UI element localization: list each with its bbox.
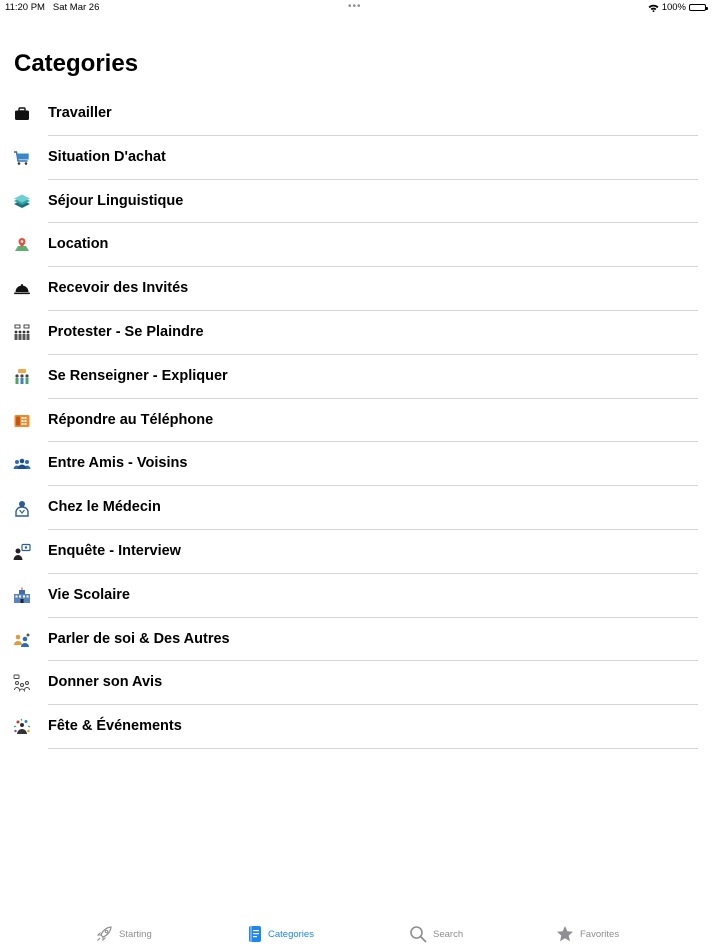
category-row[interactable] bbox=[0, 180, 712, 224]
people-talking-icon bbox=[13, 631, 31, 649]
party-icon bbox=[13, 718, 31, 736]
category-label: Vie Scolaire bbox=[48, 586, 130, 603]
info-people-icon bbox=[13, 368, 31, 386]
category-row[interactable] bbox=[0, 530, 712, 574]
category-row[interactable] bbox=[0, 267, 712, 311]
category-label: Parler de soi & Des Autres bbox=[48, 630, 230, 647]
opinion-icon bbox=[13, 674, 31, 692]
rocket-icon bbox=[95, 925, 113, 943]
category-label: Enquête - Interview bbox=[48, 542, 181, 559]
tab-categories[interactable] bbox=[248, 918, 314, 950]
battery-icon bbox=[689, 4, 706, 11]
school-building-icon bbox=[13, 587, 31, 605]
category-label: Situation D'achat bbox=[48, 148, 166, 165]
category-row[interactable] bbox=[0, 92, 712, 136]
books-stack-icon bbox=[13, 193, 31, 211]
book-icon bbox=[248, 925, 262, 943]
status-right bbox=[648, 2, 706, 13]
food-cloche-icon bbox=[13, 280, 31, 298]
status-bar bbox=[0, 0, 712, 16]
protest-crowd-icon bbox=[13, 324, 31, 342]
category-list bbox=[0, 92, 712, 749]
category-row[interactable] bbox=[0, 223, 712, 267]
category-label: Chez le Médecin bbox=[48, 499, 161, 516]
category-row[interactable] bbox=[0, 136, 712, 180]
status-date: Sat Mar 26 bbox=[52, 2, 100, 13]
category-label: Fête & Événements bbox=[48, 718, 182, 735]
row-divider bbox=[48, 748, 698, 749]
category-label: Entre Amis - Voisins bbox=[48, 455, 188, 472]
category-row[interactable] bbox=[0, 486, 712, 530]
category-row[interactable] bbox=[0, 442, 712, 486]
category-label: Répondre au Téléphone bbox=[48, 411, 214, 428]
tab-search[interactable] bbox=[409, 918, 463, 950]
tab-favorites[interactable] bbox=[556, 918, 619, 950]
category-row[interactable] bbox=[0, 661, 712, 705]
status-time bbox=[5, 2, 99, 13]
multitasking-dots-icon[interactable]: ••• bbox=[348, 1, 362, 12]
shopping-cart-icon bbox=[13, 149, 31, 167]
map-pin-icon bbox=[13, 236, 31, 254]
phone-icon bbox=[13, 412, 31, 430]
category-row[interactable] bbox=[0, 574, 712, 618]
tab-label: Favorites bbox=[580, 928, 620, 940]
doctor-icon bbox=[13, 499, 31, 517]
category-label: Protester - Se Plaindre bbox=[48, 323, 204, 340]
category-label: Donner son Avis bbox=[48, 674, 163, 691]
category-row[interactable] bbox=[0, 705, 712, 749]
tab-bar bbox=[0, 918, 712, 950]
status-time-value: 11:20 PM bbox=[5, 2, 45, 13]
star-icon bbox=[556, 925, 574, 943]
category-row[interactable] bbox=[0, 618, 712, 662]
category-row[interactable] bbox=[0, 355, 712, 399]
tab-starting[interactable] bbox=[95, 918, 152, 950]
category-label: Se Renseigner - Expliquer bbox=[48, 367, 228, 384]
category-label: Recevoir des Invités bbox=[48, 280, 189, 297]
page-title: Categories bbox=[14, 50, 139, 77]
category-row[interactable] bbox=[0, 399, 712, 443]
category-label: Séjour Linguistique bbox=[48, 192, 184, 209]
briefcase-icon bbox=[13, 105, 31, 123]
tab-label: Starting bbox=[119, 928, 152, 940]
tab-label: Search bbox=[433, 928, 464, 940]
interview-icon bbox=[13, 543, 31, 561]
search-icon bbox=[409, 925, 427, 943]
wifi-icon bbox=[648, 4, 659, 12]
battery-percent: 100% bbox=[661, 2, 686, 13]
tab-label: Categories bbox=[268, 928, 314, 940]
category-label: Travailler bbox=[48, 105, 112, 121]
category-label: Location bbox=[48, 236, 109, 253]
friends-group-icon bbox=[13, 455, 31, 473]
category-row[interactable] bbox=[0, 311, 712, 355]
